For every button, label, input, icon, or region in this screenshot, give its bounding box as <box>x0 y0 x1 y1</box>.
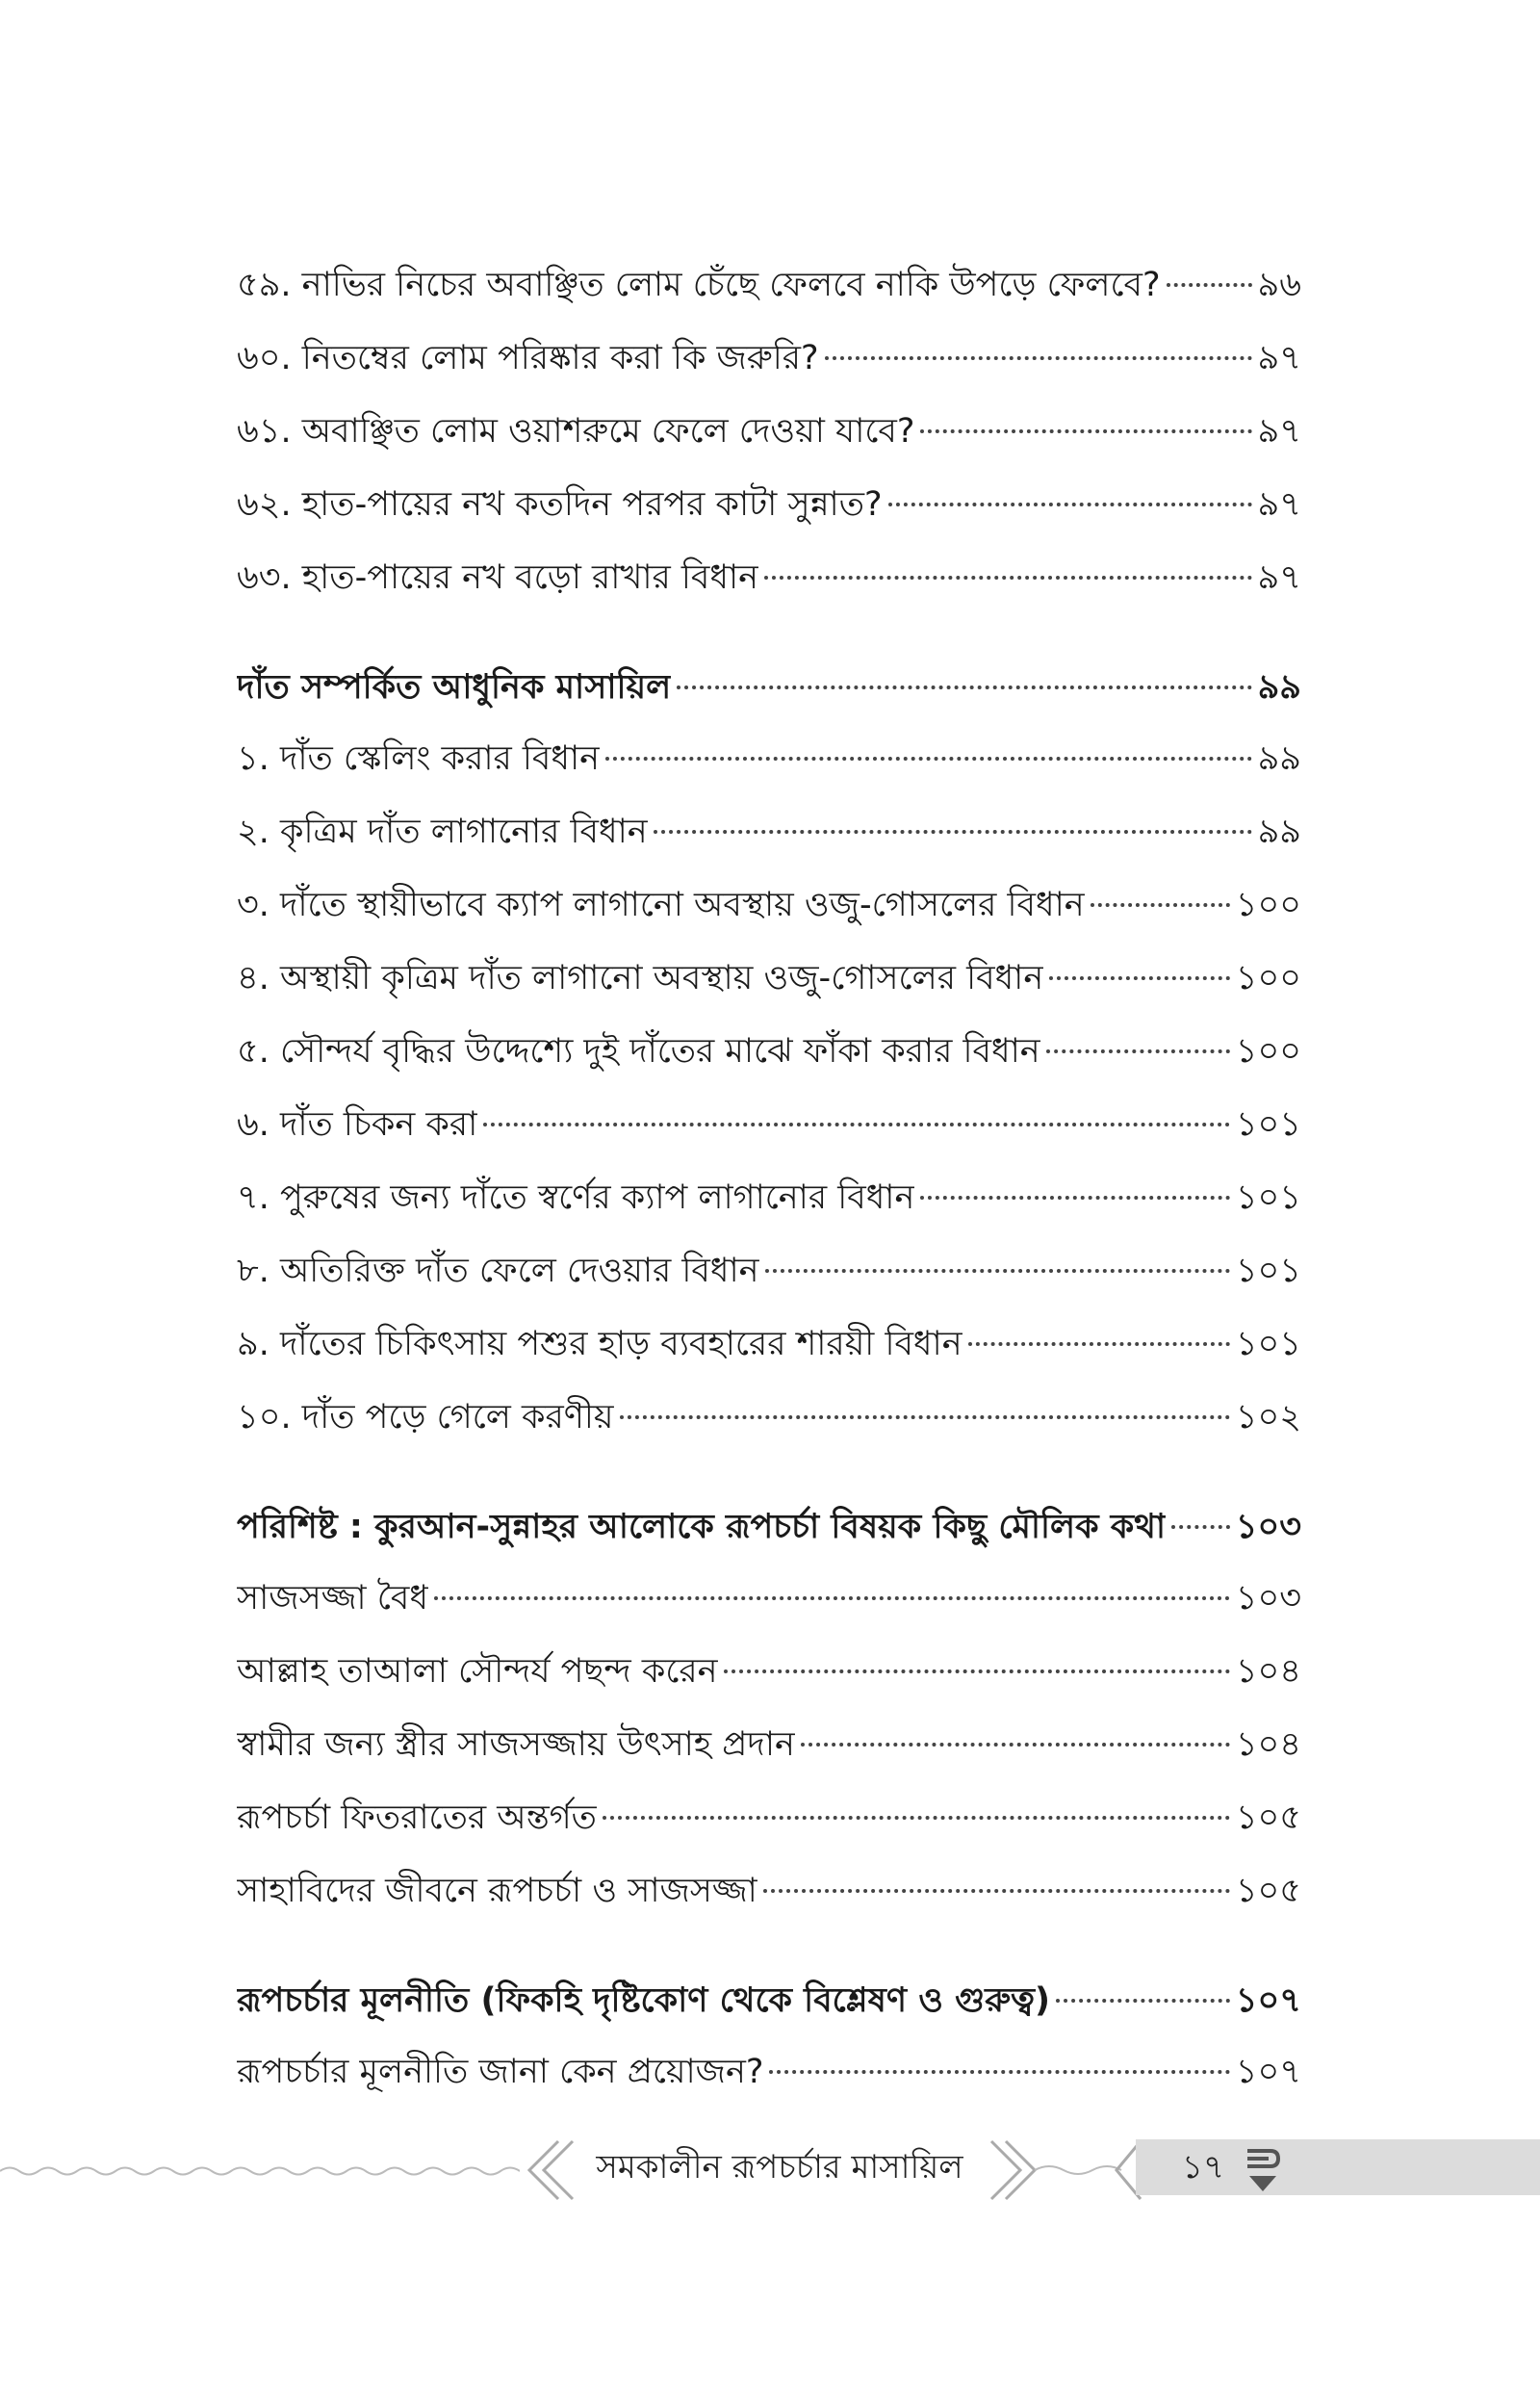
toc-entry-title: স্বামীর জন্য স্ত্রীর সাজসজ্জায় উৎসাহ প্রদান <box>237 1725 795 1764</box>
toc-entry <box>237 1381 1301 1454</box>
toc-entry-page: ৯৯ <box>1257 813 1301 851</box>
toc-heading-title: দাঁত সম্পর্কিত আধুনিক মাসায়িল <box>237 668 672 707</box>
toc-section-heading <box>237 1966 1301 2035</box>
toc-entry-page: ১০০ <box>1235 886 1301 924</box>
toc-entry-page: ১০১ <box>1235 1105 1301 1144</box>
toc-entry-page: ১০০ <box>1235 959 1301 997</box>
toc-entry-title: ৬৩. হাত-পায়ের নখ বড়ো রাখার বিধান <box>237 558 759 597</box>
dot-leader <box>764 576 1252 580</box>
dot-leader <box>677 686 1251 689</box>
toc-entry-page: ১০৩ <box>1235 1579 1301 1618</box>
toc-entry-title: ৩. দাঁতে স্থায়ীভাবে ক্যাপ লাগানো অবস্থায় ওজু-গোসলের বিধান <box>237 886 1085 924</box>
toc-entry-title: আল্লাহ তাআলা সৌন্দর্য পছন্দ করেন <box>237 1652 718 1691</box>
toc-entry-title: সাহাবিদের জীবনে রূপচর্চা ও সাজসজ্জা <box>237 1872 757 1910</box>
toc-entry-page: ৯৭ <box>1257 412 1301 451</box>
dot-leader <box>1167 283 1252 287</box>
dot-leader <box>765 1269 1230 1273</box>
toc-group <box>237 653 1301 1454</box>
toc-entry-title: ৫৯. নাভির নিচের অবাঞ্ছিত লোম চেঁছে ফেলবে নাকি উপড়ে ফেলবে? <box>237 266 1161 304</box>
toc-entry-title: ১০. দাঁত পড়ে গেলে করণীয় <box>237 1398 614 1436</box>
toc-entry-page: ১০৪ <box>1235 1652 1301 1691</box>
toc-heading-page: ৯৯ <box>1257 668 1301 707</box>
toc-section-heading <box>237 1492 1301 1562</box>
toc-entry <box>237 1234 1301 1307</box>
dot-leader <box>801 1743 1230 1747</box>
dot-leader <box>605 757 1252 761</box>
toc-entry <box>237 1635 1301 1708</box>
dot-leader <box>1046 1049 1230 1053</box>
toc-heading-page: ১০৭ <box>1235 1981 1301 2020</box>
toc-entry-page: ১০৭ <box>1235 2053 1301 2091</box>
toc-group <box>237 1492 1301 1928</box>
toc-entry-page: ৯৭ <box>1257 485 1301 524</box>
dot-leader <box>888 503 1252 506</box>
toc-entry-page: ১০১ <box>1235 1178 1301 1217</box>
dot-leader <box>1056 1999 1230 2003</box>
toc-entry <box>237 722 1301 795</box>
toc-heading-page: ১০৩ <box>1235 1508 1301 1546</box>
toc-entry <box>237 1161 1301 1234</box>
toc-entry-title: ৮. অতিরিক্ত দাঁত ফেলে দেওয়ার বিধান <box>237 1252 759 1290</box>
toc-entry-title: ৫. সৌন্দর্য বৃদ্ধির উদ্দেশ্যে দুই দাঁতের মাঝে ফাঁকা করার বিধান <box>237 1032 1040 1071</box>
toc-group <box>237 248 1301 614</box>
toc-entry <box>237 1015 1301 1088</box>
toc-entry-page: ১০০ <box>1235 1032 1301 1071</box>
dot-leader <box>724 1669 1230 1673</box>
toc-entry-title: ৯. দাঁতের চিকিৎসায় পশুর হাড় ব্যবহারের শারয়ী বিধান <box>237 1325 962 1363</box>
dot-leader <box>920 429 1251 433</box>
toc-section-heading <box>237 653 1301 722</box>
toc-entry-page: ৯৭ <box>1257 558 1301 597</box>
toc-entry <box>237 1854 1301 1928</box>
toc-entry-page: ৯৭ <box>1257 339 1301 377</box>
toc-entry-page: ১০২ <box>1235 1398 1301 1436</box>
dot-leader <box>968 1342 1230 1346</box>
toc-entry-title: রূপচর্চার মূলনীতি জানা কেন প্রয়োজন? <box>237 2053 764 2091</box>
toc-entry <box>237 942 1301 1015</box>
toc-entry-title: ২. কৃত্রিম দাঁত লাগানোর বিধান <box>237 813 648 851</box>
table-of-contents <box>237 248 1301 2147</box>
dot-leader <box>434 1596 1230 1600</box>
toc-entry <box>237 1781 1301 1854</box>
toc-entry <box>237 1088 1301 1161</box>
dot-leader <box>769 2070 1229 2074</box>
toc-entry-title: ৬১. অবাঞ্ছিত লোম ওয়াশরুমে ফেলে দেওয়া যাবে? <box>237 412 915 451</box>
toc-entry <box>237 322 1301 395</box>
toc-heading-title: রূপচর্চার মূলনীতি (ফিকহি দৃষ্টিকোণ থেকে বিশ্লেষণ ও গুরুত্ব) <box>237 1981 1050 2020</box>
dot-leader <box>620 1415 1230 1419</box>
toc-entry-title: ৬০. নিতম্বের লোম পরিষ্কার করা কি জরুরি? <box>237 339 819 377</box>
toc-entry-page: ১০১ <box>1235 1252 1301 1290</box>
footer-book-title: সমকালীন রূপচর্চার মাসায়িল <box>596 2148 963 2187</box>
wave-ornament-icon <box>0 2157 520 2186</box>
dot-leader <box>825 356 1252 360</box>
dot-leader <box>654 830 1252 834</box>
dot-leader <box>1091 903 1230 907</box>
dot-leader <box>1049 976 1230 980</box>
toc-entry <box>237 1708 1301 1781</box>
toc-entry <box>237 1307 1301 1381</box>
toc-entry <box>237 248 1301 322</box>
toc-entry-title: ৪. অস্থায়ী কৃত্রিম দাঁত লাগানো অবস্থায় ওজু-গোসলের বিধান <box>237 959 1044 997</box>
toc-entry <box>237 1562 1301 1635</box>
toc-entry-page: ১০৫ <box>1235 1872 1301 1910</box>
toc-entry <box>237 2035 1301 2109</box>
toc-entry-page: ৯৯ <box>1257 739 1301 778</box>
toc-entry <box>237 795 1301 868</box>
dot-leader <box>763 1889 1230 1893</box>
toc-entry-title: ১. দাঁত স্কেলিং করার বিধান <box>237 739 600 778</box>
toc-entry-title: রূপচর্চা ফিতরাতের অন্তর্গত <box>237 1799 597 1837</box>
toc-entry-title: ৬২. হাত-পায়ের নখ কতদিন পরপর কাটা সুন্নাত? <box>237 485 883 524</box>
toc-entry-page: ১০৫ <box>1235 1799 1301 1837</box>
dot-leader <box>603 1816 1230 1820</box>
toc-entry-page: ৯৬ <box>1257 266 1301 304</box>
page-number: ১৭ <box>1181 2148 1225 2187</box>
page-footer <box>0 2128 1540 2214</box>
dot-leader <box>920 1196 1229 1200</box>
toc-group <box>237 1966 1301 2109</box>
toc-entry-title: সাজসজ্জা বৈধ <box>237 1579 428 1618</box>
toc-entry-page: ১০৪ <box>1235 1725 1301 1764</box>
toc-entry <box>237 395 1301 468</box>
toc-entry-title: ৭. পুরুষের জন্য দাঁতে স্বর্ণের ক্যাপ লাগানোর বিধান <box>237 1178 915 1217</box>
dot-leader <box>483 1123 1230 1126</box>
toc-entry-page: ১০১ <box>1235 1325 1301 1363</box>
dot-leader <box>1171 1525 1230 1529</box>
toc-entry <box>237 468 1301 541</box>
toc-entry <box>237 541 1301 614</box>
toc-entry-title: ৬. দাঁত চিকন করা <box>237 1105 478 1144</box>
bookmark-arrow-icon <box>1242 2145 1284 2197</box>
toc-entry <box>237 868 1301 942</box>
toc-heading-title: পরিশিষ্ট : কুরআন-সুন্নাহর আলোকে রূপচর্চা বিষয়ক কিছু মৌলিক কথা <box>237 1508 1167 1546</box>
